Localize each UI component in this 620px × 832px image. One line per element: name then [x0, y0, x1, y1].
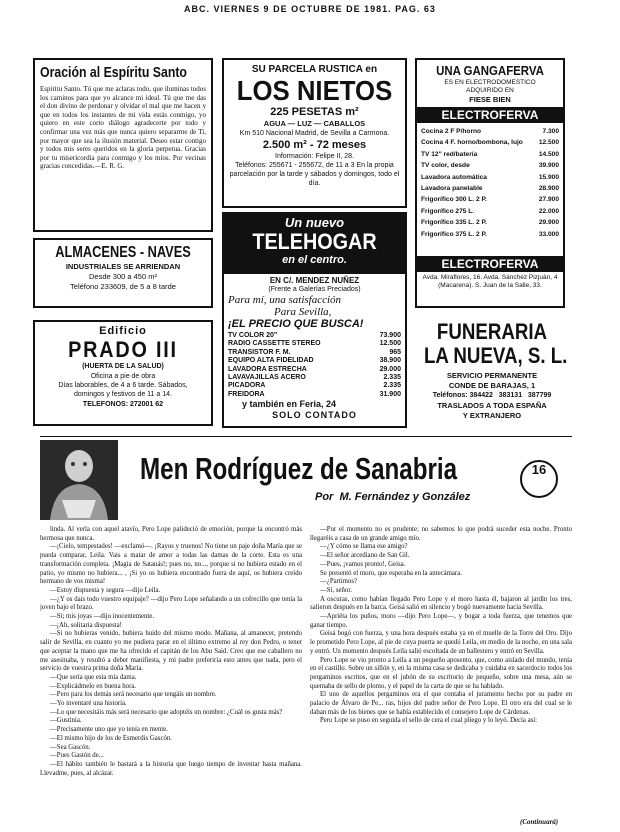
price-value: 29.000 — [379, 365, 401, 373]
price-row — [228, 366, 401, 374]
nietos-plan: 2.500 m² - 72 meses — [262, 139, 367, 151]
price-row — [228, 357, 401, 365]
price-label: LAVADORA ESTRECHA — [228, 365, 307, 373]
price-label: FREIDORA — [228, 390, 265, 398]
prado-tel: TELEFONOS: 272001 62 — [82, 401, 164, 408]
price-row — [421, 194, 559, 205]
novel-paragraph: —Por el momento no es prudente; no sabemos lo que podrá suceder esta noche. Pronto llegaréis a casa de un grande amigo mío. — [310, 526, 572, 542]
telehogar-frente: (Frente a Galerías Preciados) — [268, 286, 361, 293]
funeraria-addr: CONDE DE BARAJAS, 1 — [448, 381, 536, 390]
prado-loc: (HUERTA DE LA SALUD) — [82, 363, 164, 370]
prado-edificio: Edificio — [99, 325, 147, 337]
telehogar-addr: EN C/. MENDEZ NUÑEZ — [269, 276, 360, 285]
novel-paragraph: Se presentó el moro, que esperaba en la antecámara. — [320, 569, 462, 577]
almacenes-tel: Teléfono 233609, de 5 a 8 tarde — [70, 282, 176, 291]
gangaferva-intro: ES EN ELECTRODOMESTICO ADQUIRIDO EN — [444, 79, 536, 94]
price-row — [421, 183, 559, 194]
novel-paragraph: —¿Y cómo se llama ese amigo? — [320, 543, 408, 551]
gangaferva-brand-top: ELECTROFERVA — [417, 107, 563, 123]
gangaferva-addr: Avda. Miraflores, 16. Avda. Sánchez Pizjuán, 4 (Macarena). S. Juan de la Salle, 33. — [422, 274, 558, 289]
price-value: 2.335 — [383, 382, 401, 390]
telehogar-slogan: ¡EL PRECIO QUE BUSCA! — [228, 318, 364, 330]
price-value: 22.000 — [538, 207, 559, 215]
price-value: 965 — [389, 348, 401, 356]
price-row — [228, 340, 401, 348]
price-value: 38.900 — [379, 357, 401, 365]
funeraria-tels-label: Teléfonos: — [432, 392, 468, 399]
price-value: 27.900 — [538, 196, 559, 204]
funeraria-tels — [412, 391, 572, 401]
novel-paragraph: Pero Lope se puso en seguida el sello de cera el cual pliego y lo leyó. Decía así: — [320, 717, 538, 725]
serial-title-wrap — [140, 452, 500, 486]
ad-prado — [33, 320, 213, 426]
section-divider — [40, 436, 572, 437]
telehogar-name: TELEHOGAR — [252, 229, 377, 254]
price-label: RADIO CASSETTE STEREO — [228, 340, 321, 348]
price-label: Lavadora panelable — [421, 185, 483, 193]
novel-paragraph: Pero Lope se vio pronto a Leila a un pequeño aposento, que, como aislado del mundo, tenía en el castillo. Sobre un sillón y, en la misma casa se dedicaba y cuidaba en sacerdocio todos los pergaminos escritos, que en el jubón de su escritorio de pequeño, sobre una mesa, aún se quemaba de sello de plomo, y el papel de la carta de que se ha hablado. — [310, 656, 572, 690]
novel-paragraph: —El hábito también le bastará a la historia que luego tiempo de inventar hasta mañana. Llevadme, pues, al alcázar. — [40, 760, 302, 777]
ad-gangaferva — [415, 58, 565, 308]
novel-paragraph: —Sea Gascón. — [50, 743, 91, 751]
novel-paragraph: —Apriéta los puños, moro —dijo Pero Lope—, y bogar a toda fuerza, que tenemos que ganar tiempo. — [310, 613, 572, 629]
serial-title: Men Rodríguez de Sanabria — [140, 451, 458, 486]
price-label: Frigorífico 375 L. 2 P. — [421, 230, 487, 238]
price-label: Cocina 4 F. horno/bombona, lujo — [421, 139, 523, 147]
price-row — [421, 149, 559, 160]
serial-header — [40, 440, 572, 522]
telehogar-script1: Para mí, una satisfacción — [228, 294, 342, 306]
serial-portrait-image — [40, 440, 118, 520]
oracion-body: Espíritu Santo. Tú que me aclaras todo, que iluminas todos los caminos para que yo alcance mi ideal. Tú que me das el don divino de perdonar y olvidar el mal que me hacen y que en todos los instantes de mi vida estás conmigo, yo quiero en este corto diálogo agradecerte por todo y confirmar una vez más que nunca quiero separarme de Ti, por mayor que sea la ilusión material. Deseo estar contigo y todos mis seres queridos en la gloria perpetua. Gracias por tu misericordia para conmigo y los míos. Por vecinas gracias concedidas.—E. R. G. — [40, 85, 206, 171]
nietos-services: AGUA — LUZ — CABALLOS — [263, 119, 366, 128]
telehogar-contado: SOLO CONTADO — [272, 410, 357, 421]
price-label: Frigorífico 275 L. — [421, 207, 475, 215]
nietos-info: Información: Felipe II, 28. — [275, 153, 354, 160]
novel-paragraph: —Precisamente uno que yo tenía en mente. — [50, 726, 168, 734]
novel-paragraph: Geisá bogó con fuerza, y una hora después estaba ya en el muelle de la Torre del Oro. Dijo le prometido Pero Lope, al pie de cuya puerta se quedó Leila, en medio de la noche, en una sala y entró. Un momento después Leila salió escoltada de un ballestero y entró en Sevilla. — [310, 630, 572, 655]
telehogar-un: Un nuevo — [284, 215, 345, 230]
price-label: TV 12" red/batería — [421, 150, 478, 158]
price-label: LAVAVAJILLAS ACERO — [228, 374, 306, 382]
nietos-pre: SU PARCELA RUSTICA en — [251, 64, 378, 75]
price-value: 29.900 — [538, 219, 559, 227]
novel-paragraph: A oscuras, como habían llegado Pero Lope y el moro hasta él, bajaron al jardín los tres, salieron después en la barca. Geisá salió en silencio y bogó nuevamente hacia Sevilla. — [310, 595, 572, 612]
price-label: Cocina 2 F P/horno — [421, 128, 482, 135]
price-row — [228, 391, 401, 399]
price-label: Frigorífico 300 L. 2 P. — [421, 196, 487, 204]
novel-paragraph: —Pues, ¡vamos pronto!, Geisa. — [320, 560, 406, 568]
price-row — [421, 160, 559, 171]
price-value: 15.900 — [538, 173, 559, 181]
ad-telehogar — [222, 212, 407, 428]
price-value: 14.500 — [538, 150, 559, 158]
telehogar-centro: en el centro. — [282, 254, 347, 266]
novel-paragraph: —Lo que necesitáis más será necesario que adoptéis un nombre: ¿Cuál os gusta más? — [50, 708, 283, 716]
almacenes-title: ALMACENES - NAVES — [55, 244, 191, 261]
price-label: TV color, desde — [421, 162, 470, 170]
novel-paragraph: —Que sería que esta mía dama. — [50, 673, 137, 681]
price-label: TV COLOR 20" — [228, 332, 278, 339]
novel-paragraph: —¡Cielo, tempestades! —exclamó—. ¡Rayos y truenos! No tiene un paje doña María que se pueda comparar, Leila. Vais a matar de amor a todas las damas de la corte. Esta es una transformación completa. ¡Magia de Satanás!; pues no, no..., porque si no hubiera estado en el patio, yo mismo no hubiera... , ¡Si yo os hubiera encontrado fuera de aquí, os hubiera creído hermano de vos misma! — [40, 543, 302, 586]
price-row — [421, 206, 559, 217]
telehogar-price-list — [224, 331, 405, 399]
price-value: 12.500 — [538, 139, 559, 147]
price-row — [228, 382, 401, 390]
funeraria-servicio: SERVICIO PERMANENTE — [446, 371, 538, 380]
nietos-tel: Teléfonos: 255671 - 255672, de 11 a 3 En la propia parcelación por la tarde y sábados y domingos, todo el día. — [229, 162, 400, 187]
novel-paragraph: —Pero para los demás será necesario que tengáis un nombre. — [50, 691, 217, 699]
novel-paragraph: —Pues Gastón de... — [50, 752, 104, 760]
continuara-note: (Continuará) — [520, 818, 559, 826]
ad-oracion — [33, 58, 213, 232]
price-row — [421, 126, 559, 137]
novel-column-right — [310, 526, 572, 820]
chapter-number-badge: 16 — [520, 460, 558, 498]
novel-paragraph: linda. Al verla con aquel atavío, Pero Lope palideció de emoción, porque la encontró más hermosa que nunca. — [40, 526, 302, 542]
gangaferva-price-list — [417, 126, 563, 240]
serial-byline: Por M. Fernández y González — [315, 491, 471, 503]
prado-dias: Días laborables, de 4 a 6 tarde. Sábados, domingos y festivos de 11 a 14. — [58, 382, 188, 398]
novel-paragraph: —Sí, señor. — [320, 586, 352, 594]
telehogar-script2: Para Sevilla, — [274, 306, 332, 318]
gangaferva-title: UNA GANGAFERVA — [436, 63, 544, 78]
price-row — [421, 137, 559, 148]
ad-almacenes — [33, 238, 213, 308]
ad-funeraria — [412, 320, 572, 432]
almacenes-sub: INDUSTRIALES SE ARRIENDAN — [65, 262, 181, 271]
prado-name: PRADO III — [68, 337, 178, 362]
nietos-loc: Km 510 Nacional Madrid, de Sevilla a Carmona. — [239, 130, 390, 137]
novel-paragraph: El uno de aquellos pergaminos era el que contaba el juramento hecho por su padre en palacio de Álvaro de Pe... ras, hijos del padre señor de Pero Lope. El otro era del cual se le daban más de los bienes que se había establecido el consejero Lope de Cárdenas. — [310, 691, 572, 716]
price-value: 31.900 — [379, 390, 401, 398]
novel-paragraph: —El señor arcediano de San Gil. — [320, 552, 410, 560]
nietos-price: 225 PESETAS m² — [270, 106, 359, 118]
gangaferva-brand-bottom: ELECTROFERVA — [417, 256, 563, 272]
price-label: Frigorífico 335 L. 2 P. — [421, 219, 487, 227]
page-header: ABC. VIERNES 9 DE OCTUBRE DE 1981. PAG. 63 — [184, 4, 436, 14]
nietos-title: LOS NIETOS — [236, 75, 393, 106]
almacenes-desde: Desde 300 a 450 m² — [89, 272, 157, 281]
price-row — [421, 172, 559, 183]
price-row — [421, 229, 559, 240]
funeraria-traslados1: TRASLADOS A TODA ESPAÑA — [437, 401, 547, 410]
oracion-title: Oración al Espíritu Santo — [40, 64, 187, 81]
price-value: 73.900 — [379, 332, 401, 339]
price-label: PICADORA — [228, 382, 266, 390]
novel-paragraph: —El mismo hijo de los de Esmerdis Gascón. — [50, 734, 172, 742]
funeraria-title2: LA NUEVA, S. L. — [424, 343, 568, 368]
price-value: 2.335 — [383, 374, 401, 382]
price-value: 39.900 — [538, 162, 559, 170]
price-row — [421, 217, 559, 228]
telehogar-feria: y también en Feria, 24 — [242, 399, 337, 410]
novel-paragraph: —Gustinia. — [50, 717, 82, 725]
novel-paragraph: —Sí; mis joyas —dijo inocentemente. — [50, 613, 155, 621]
price-label: Lavadora automática — [421, 173, 487, 181]
novel-paragraph: —Si no hubieras venido, hubiera huido del mismo modo. Mañana, al amanecer, pretendo salir de Sevilla, en cuanto yo me pudiera parar en el último extremo al rey don Pedro, o tener que aceptar la mano que me ha ofrecido el capitán de los Abu Said. Creo que ese caballero no me asesinaba, y resultó a deber manifiesta, y mi padre preferiría esto antes que nada, pero el servicio de vuestra prima doña María. — [40, 630, 302, 673]
price-row — [228, 332, 401, 340]
price-value: 28.900 — [538, 185, 559, 193]
price-value: 7.300 — [542, 128, 559, 135]
novel-paragraph: —¡Ah, solitaria dispuesta! — [50, 621, 122, 629]
novel-column-left — [40, 526, 302, 828]
price-value: 33.000 — [538, 230, 559, 238]
ad-los-nietos — [222, 58, 407, 208]
telehogar-banner — [224, 214, 405, 274]
novel-paragraph: —Estoy dispuesta y segura —dijo Leila. — [50, 586, 161, 594]
gangaferva-fiese: FIESE BIEN — [469, 95, 511, 104]
price-label: EQUIPO ALTA FIDELIDAD — [228, 357, 314, 365]
funeraria-title1: FUNERARIA — [436, 319, 548, 344]
price-row — [228, 374, 401, 382]
price-label: TRANSISTOR F. M. — [228, 348, 291, 356]
price-row — [228, 349, 401, 357]
price-value: 12.500 — [379, 340, 401, 348]
funeraria-traslados2: Y EXTRANJERO — [462, 411, 522, 420]
funeraria-tels-numbers: 384422 383131 387799 — [469, 392, 552, 399]
novel-paragraph: —Yo inventaré una historia. — [50, 700, 127, 708]
novel-paragraph: —¿Y os dais todo vuestro equipaje? —dijo Pero Lope señalando a un cofrecillo que tenía la joven bajo el brazo. — [40, 595, 302, 612]
novel-paragraph: —¿Partimos? — [320, 578, 357, 586]
prado-obra: Oficina a pie de obra — [90, 373, 156, 380]
novel-paragraph: —Explicádmelo en buena hora. — [50, 682, 137, 690]
